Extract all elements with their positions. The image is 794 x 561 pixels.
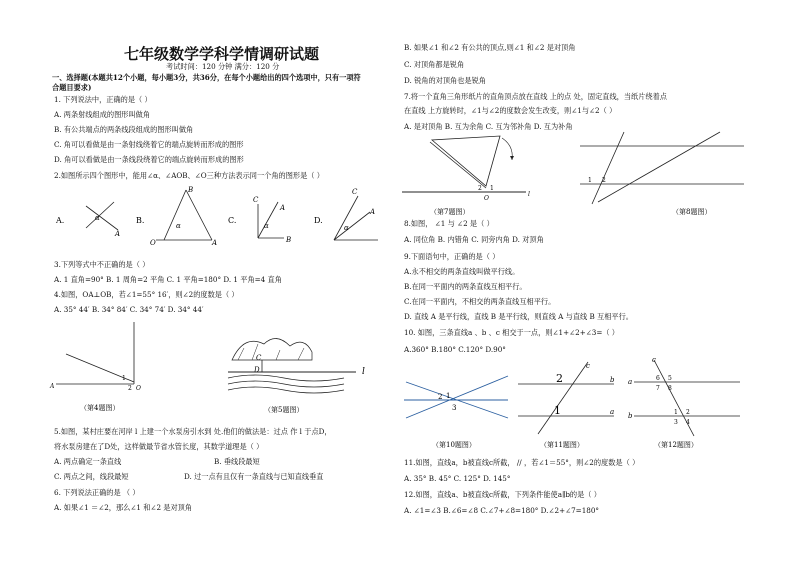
fig5-wave3 bbox=[228, 387, 344, 393]
q11-stem: 11.如图，直线a，b被直线c所截， // ，若∠1＝55°，则∠2的度数是（ ） bbox=[404, 458, 640, 467]
q2d-label-a: A bbox=[370, 208, 376, 216]
q6-option-d: D. 锐角的对顶角也是锐角 bbox=[404, 76, 486, 85]
figure-5 bbox=[214, 330, 394, 420]
fig10-label-2: 2 bbox=[438, 393, 443, 401]
q1-stem: 1. 下列说法中，正确的是（ ） bbox=[54, 95, 152, 104]
q5-line2: 将水泵房建在了D处，这样做最节省水管长度，其数学道理是（ ） bbox=[54, 442, 264, 451]
q2b-label-a: A bbox=[212, 239, 218, 247]
q2d-alpha: α bbox=[344, 224, 349, 232]
q8-options: A. 同位角 B. 内错角 C. 同旁内角 D. 对顶角 bbox=[404, 235, 544, 244]
fig12-label-1: 1 bbox=[674, 409, 678, 416]
fig10-label-3: 3 bbox=[452, 404, 457, 412]
fig7-side bbox=[430, 142, 486, 188]
fig11-caption: （第11题图） bbox=[540, 441, 584, 449]
q2d-label-c: C bbox=[352, 188, 358, 196]
q6-option-b: B. 如果∠1 和∠2 有公共的顶点,则∠1 和∠2 是对顶角 bbox=[404, 43, 576, 52]
fig5-wave1 bbox=[228, 375, 344, 381]
fig11-label-1: 1 bbox=[554, 404, 561, 417]
q5-option-c: C. 两点之间，线段最短 bbox=[54, 472, 129, 481]
q2-label-a: A. bbox=[56, 216, 65, 225]
fig7-label-l: l bbox=[528, 191, 530, 198]
fig10-label-1: 1 bbox=[446, 392, 451, 400]
fig12-label-3: 3 bbox=[674, 419, 678, 426]
fig4-label-1: 1 bbox=[122, 375, 126, 382]
fig5-village-hills bbox=[232, 338, 312, 360]
fig7-arrow-head bbox=[510, 156, 514, 160]
fig5-caption: （第5题图） bbox=[264, 406, 304, 414]
fig5-label-d: D bbox=[254, 366, 260, 374]
fig12-label-2: 2 bbox=[686, 409, 690, 416]
q7-line2: 在直线 上方旋转时，∠1与∠2的度数会发生改变，则∠1与∠2（ ） bbox=[404, 106, 617, 115]
fig8-transversal-1 bbox=[592, 132, 624, 204]
section-heading-line2: 合题目要求) bbox=[52, 83, 92, 92]
q2-label-c: C. bbox=[228, 216, 237, 225]
fig5-label-l: l bbox=[362, 367, 365, 377]
q7-options: A. 是对顶角 B. 互为余角 C. 互为邻补角 D. 互为补角 bbox=[404, 122, 573, 131]
fig11-label-b: b bbox=[610, 376, 615, 384]
q3-stem: 3.下列等式中不正确的是（ ） bbox=[54, 260, 150, 269]
fig5-label-c: C bbox=[256, 354, 262, 362]
q3-options: A. 1 直角=90° B. 1 周角=2 平角 C. 1 平角=180° D. 1 平角=4 直角 bbox=[54, 275, 282, 284]
q2a-alpha: α bbox=[95, 214, 100, 222]
fig12-label-a: a bbox=[628, 378, 633, 386]
q2-figures bbox=[52, 182, 394, 246]
fig12-label-4: 4 bbox=[686, 419, 690, 426]
q1-option-d: D. 角可以看做是由一条线段绕着它的端点旋转而形成的图形 bbox=[54, 155, 244, 164]
q5-line1: 5.如图，某村庄要在河岸 l 上建一个水泵房引水到 处.他们的做法是：过点 作 l 于点D， bbox=[54, 427, 332, 436]
q2b-alpha: α bbox=[176, 222, 181, 230]
fig7-label-o: O bbox=[484, 195, 489, 202]
fig5-wave2 bbox=[228, 381, 344, 387]
fig4-label-a: A bbox=[50, 383, 55, 390]
fig12-label-b: b bbox=[628, 412, 633, 420]
fig11-label-a: a bbox=[610, 408, 615, 416]
q1-option-c: C. 角可以看做是由一条射线绕着它的端点旋转而形成的图形 bbox=[54, 140, 244, 149]
fig12-label-8: 8 bbox=[668, 385, 672, 392]
exam-meta: 考试时间：120 分钟 满分：120 分 bbox=[166, 62, 280, 71]
q2d-ray2 bbox=[334, 212, 370, 240]
q9-option-c: C.在同一平面内，不相交的两条直线互相平行。 bbox=[404, 297, 556, 306]
q4-options: A. 35° 44′ B. 34° 84′ C. 34° 74′ D. 34° 44′ bbox=[54, 305, 204, 314]
fig8-label-2: 2 bbox=[602, 177, 606, 184]
q10-options: A.360° B.180° C.120° D.90° bbox=[404, 345, 506, 354]
figure-8 bbox=[580, 132, 744, 222]
q2b-side bbox=[186, 190, 212, 240]
fig12-caption: （第12题图） bbox=[654, 441, 698, 449]
section-heading-line1: 一、选择题(本题共12个小题，每小题3分，共36分，在每个小题给出的四个选项中，只有一项符 bbox=[52, 73, 361, 82]
fig8-caption: （第8题图） bbox=[672, 208, 712, 216]
figure-7 bbox=[402, 132, 532, 222]
page-title: 七年级数学学科学情调研试题 bbox=[124, 45, 320, 63]
q9-stem: 9.下面语句中，正确的是（ ） bbox=[404, 252, 500, 261]
q2c-ray bbox=[258, 202, 278, 238]
fig12-label-6: 6 bbox=[656, 375, 660, 382]
fig4-caption: （第4题图） bbox=[80, 404, 120, 412]
q2b-ray bbox=[164, 190, 186, 240]
fig11-label-2: 2 bbox=[556, 372, 563, 385]
q6-stem: 6. 下列说法正确的是 （ ） bbox=[54, 488, 140, 497]
q2-label-b: B. bbox=[136, 216, 145, 225]
fig10-caption: （第10题图） bbox=[432, 441, 476, 449]
fig7-triangle bbox=[432, 136, 500, 186]
q5-option-d: D. 过一点有且仅有一条直线与已知直线垂直 bbox=[184, 472, 324, 481]
figure-11 bbox=[516, 362, 620, 452]
fig7-caption: （第7题图） bbox=[430, 208, 470, 216]
q2c-label-a: A bbox=[280, 204, 286, 212]
q9-option-d: D. 直线 A 是平行线，直线 B 是平行线，则直线 A 与直线 B 互相平行。 bbox=[404, 312, 633, 321]
q7-line1: 7.将一个直角三角形纸片的直角顶点放在直线 上的点 处，固定直线，当纸片绕着点 bbox=[404, 92, 667, 101]
q12-stem: 12.如图，直线a、b被直线c所截，下列条件能使a∥b的是（ ） bbox=[404, 490, 601, 499]
q6-option-c: C. 对顶角都是锐角 bbox=[404, 60, 465, 69]
figure-12 bbox=[624, 356, 744, 452]
fig12-label-c: c bbox=[652, 356, 656, 364]
fig12-label-7: 7 bbox=[656, 385, 660, 392]
q5-option-b: B. 垂线段最短 bbox=[214, 457, 260, 466]
q9-option-b: B.在同一平面内的两条直线互相平行。 bbox=[404, 282, 527, 291]
q2a-label-a: A bbox=[115, 230, 121, 238]
figure-4 bbox=[50, 318, 186, 418]
figure-10 bbox=[404, 364, 510, 454]
q2-label-d: D. bbox=[314, 216, 323, 225]
q10-stem: 10. 如图，三条直线a 、b 、c 相交于一点，则∠1+∠2+∠3=（ ） bbox=[404, 328, 619, 337]
fig11-label-c: c bbox=[586, 362, 590, 370]
fig8-label-1: 1 bbox=[588, 177, 592, 184]
q5-option-a: A. 两点确定一条直线 bbox=[54, 457, 122, 466]
q2b-label-o: O bbox=[150, 239, 156, 247]
q1-option-a: A. 两条射线组成的图形叫做角 bbox=[54, 110, 151, 119]
q2-stem: 2.如图所示四个图形中，能用∠α、∠AOB、∠O三种方法表示同一个角的图形是（ ） bbox=[54, 171, 324, 180]
q1-option-b: B. 有公共端点的两条线段组成的图形叫做角 bbox=[54, 125, 194, 134]
q2b-label-b: B bbox=[188, 186, 194, 194]
q2c-label-b: B bbox=[286, 236, 292, 244]
q2d-ray1 bbox=[334, 196, 358, 240]
q11-options: A. 35° B. 45° C. 125° D. 145° bbox=[404, 474, 511, 483]
fig4-label-2: 2 bbox=[128, 385, 132, 392]
fig7-label-1: 1 bbox=[490, 185, 494, 192]
fig4-label-o: O bbox=[136, 385, 141, 392]
fig8-transversal-2 bbox=[598, 132, 720, 202]
q6-option-a: A. 如果∠1 ＝∠2，那么∠1 和∠2 是对顶角 bbox=[54, 503, 193, 512]
fig5-village-trees bbox=[238, 344, 304, 360]
q2a-ray2 bbox=[86, 206, 118, 230]
fig10-line-b bbox=[406, 376, 508, 418]
q2c-alpha: α bbox=[264, 222, 269, 230]
q4-stem: 4.如图，OA⊥OB，若∠1=55° 16′，则∠2的度数是（ ） bbox=[54, 290, 239, 299]
q12-options: A. ∠1=∠3 B.∠6=∠8 C.∠7+∠8=180° D.∠2+∠7=180° bbox=[404, 506, 600, 515]
fig7-label-2: 2 bbox=[478, 185, 482, 192]
q8-stem: 8.如图， ∠1 与 ∠2 是（ ） bbox=[404, 219, 494, 228]
fig12-label-5: 5 bbox=[668, 375, 672, 382]
fig11-line-c bbox=[538, 362, 588, 434]
q2c-label-c: C bbox=[253, 196, 259, 204]
q9-option-a: A.永不相交的两条直线叫做平行线。 bbox=[404, 267, 520, 276]
